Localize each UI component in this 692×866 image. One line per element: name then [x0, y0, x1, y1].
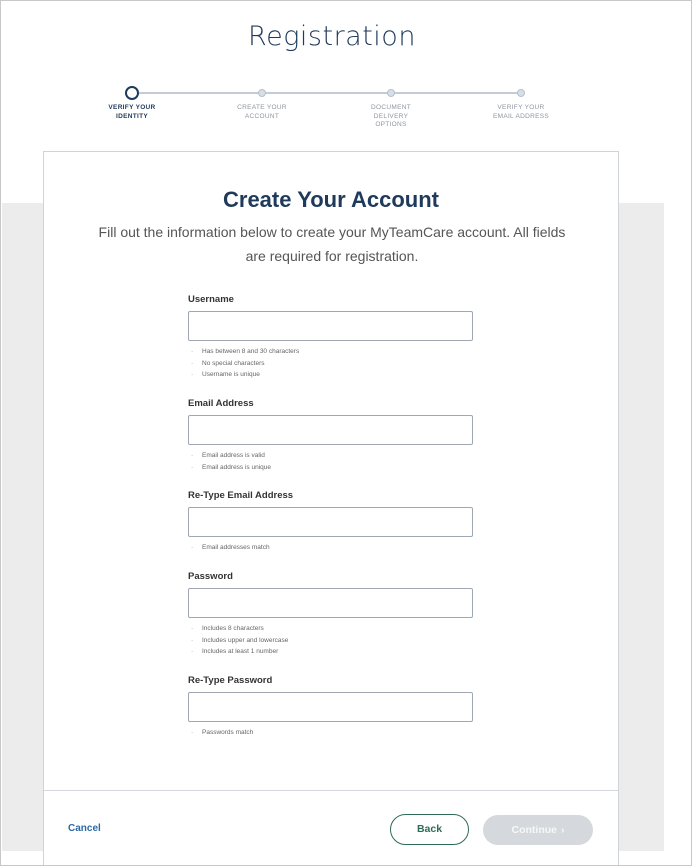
requirement-item: · Email address is unique: [188, 462, 473, 474]
requirement-item: · Email addresses match: [188, 542, 473, 554]
footer-divider: [44, 790, 618, 791]
retype-email-field-group: [188, 490, 473, 554]
step-indicator-active: [125, 86, 139, 100]
step-indicator: [258, 89, 266, 97]
username-field-group: [188, 294, 473, 381]
requirement-item: · Email address is valid: [188, 450, 473, 462]
password-input[interactable]: [188, 588, 473, 618]
email-field-group: [188, 398, 473, 473]
step-label: CREATE YOUR ACCOUNT: [237, 104, 287, 120]
requirement-item: · Includes at least 1 number: [188, 646, 473, 658]
requirement-item: · Has between 8 and 30 characters: [188, 346, 473, 358]
retype-email-requirements: [188, 542, 473, 554]
step-label: DOCUMENT DELIVERY OPTIONS: [371, 104, 411, 128]
stepper-track: [132, 92, 522, 94]
step-verify-email: [466, 85, 576, 121]
requirement-item: · No special characters: [188, 358, 473, 370]
requirement-item: · Passwords match: [188, 727, 473, 739]
retype-email-input[interactable]: [188, 507, 473, 537]
form-title: Create Your Account: [223, 187, 439, 212]
continue-label: Continue: [511, 824, 557, 836]
step-verify-identity: [77, 85, 187, 121]
create-account-card: [43, 151, 619, 866]
username-label: Username: [188, 294, 234, 305]
step-indicator: [517, 89, 525, 97]
email-input[interactable]: [188, 415, 473, 445]
email-requirements: [188, 450, 473, 473]
step-document-delivery: [336, 85, 446, 130]
username-input[interactable]: [188, 311, 473, 341]
retype-password-field-group: [188, 675, 473, 739]
step-label: VERIFY YOUR IDENTITY: [108, 104, 156, 120]
retype-password-input[interactable]: [188, 692, 473, 722]
page-title: Registration: [248, 21, 416, 52]
requirement-item: · Includes 8 characters: [188, 623, 473, 635]
step-indicator: [387, 89, 395, 97]
retype-password-requirements: [188, 727, 473, 739]
form-subtitle: Fill out the information below to create your MyTeamCare account. All fields are required for registration.: [98, 224, 566, 264]
username-requirements: [188, 346, 473, 381]
requirement-item: · Username is unique: [188, 369, 473, 381]
retype-password-label: Re-Type Password: [188, 675, 273, 686]
cancel-link[interactable]: Cancel: [68, 823, 101, 834]
retype-email-label: Re-Type Email Address: [188, 490, 294, 501]
requirement-item: · Includes upper and lowercase: [188, 635, 473, 647]
step-label: VERIFY YOUR EMAIL ADDRESS: [492, 104, 550, 120]
password-label: Password: [188, 571, 233, 582]
chevron-right-icon: ›: [561, 824, 565, 836]
password-requirements: [188, 623, 473, 658]
back-button[interactable]: Back: [390, 814, 469, 845]
email-label: Email Address: [188, 398, 254, 409]
continue-button[interactable]: [483, 815, 593, 845]
step-create-account: [207, 85, 317, 121]
password-field-group: [188, 571, 473, 658]
